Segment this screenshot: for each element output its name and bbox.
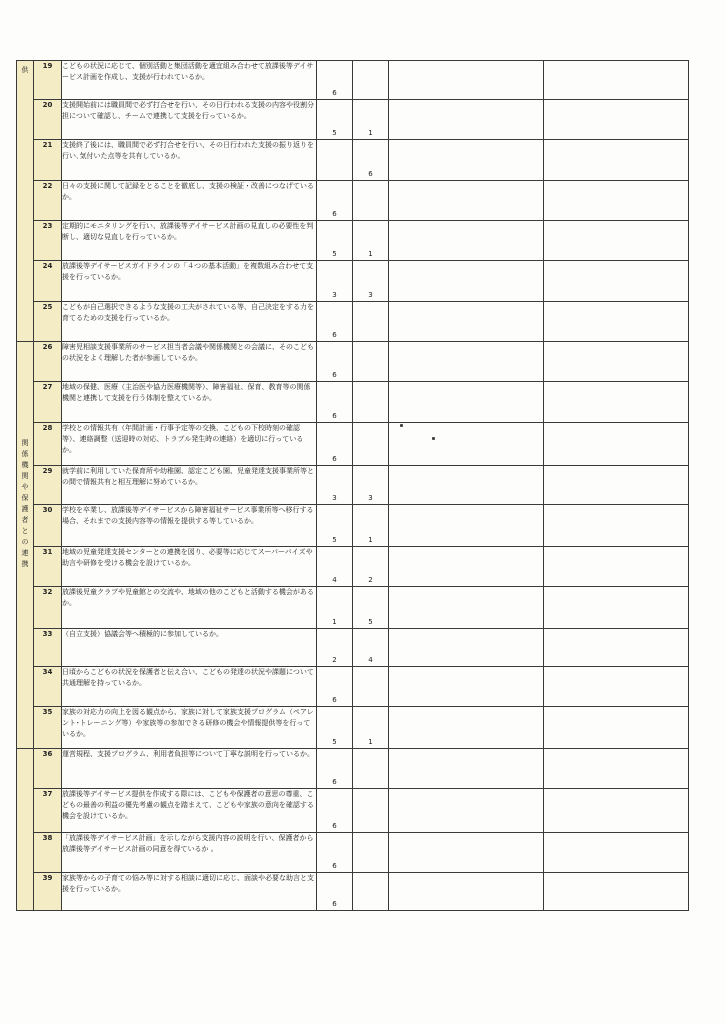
- answer-no-cell: [353, 181, 389, 221]
- table-row: [17, 61, 689, 100]
- answer-yes-count: 3: [332, 291, 337, 299]
- answer-yes-count: 2: [332, 656, 337, 664]
- answer-yes-cell: [317, 181, 353, 221]
- answer-no-cell: [353, 547, 389, 587]
- answer-yes-cell: [317, 707, 353, 749]
- improvement-cell: [544, 547, 689, 587]
- answer-yes-count: 5: [332, 129, 337, 137]
- answer-no-count: 4: [368, 656, 373, 664]
- improvement-cell: [544, 61, 689, 100]
- evaluation-table: [16, 60, 689, 911]
- answer-yes-cell: [317, 61, 353, 100]
- remarks-cell: [389, 833, 544, 873]
- answer-yes-count: 6: [332, 455, 337, 463]
- remarks-cell: [389, 749, 544, 789]
- answer-yes-count: 6: [332, 210, 337, 218]
- answer-no-cell: [353, 61, 389, 100]
- remarks-cell: [389, 505, 544, 547]
- table-row: [17, 342, 689, 382]
- table-row: [17, 466, 689, 505]
- improvement-cell: [544, 789, 689, 833]
- answer-yes-count: 1: [332, 618, 337, 626]
- scan-speck: [400, 424, 403, 427]
- table-row: [17, 629, 689, 667]
- question-text: 放課後児童クラブや児童館との交流や、地域の他のこどもと活動する機会があるか。: [62, 587, 317, 629]
- improvement-cell: [544, 382, 689, 423]
- question-text: 家族の対応力の向上を図る観点から、家族に対して家族支援プログラム（ペアレント･トレーニング等）や家族等の参加できる研修の機会や情報提供等を行っているか。: [62, 707, 317, 749]
- answer-yes-cell: [317, 382, 353, 423]
- answer-no-cell: [353, 302, 389, 342]
- remarks-cell: [389, 667, 544, 707]
- answer-yes-cell: [317, 505, 353, 547]
- category-cell-coordination: [17, 342, 34, 749]
- category-label-coordination: 関係機関や保護者との連携: [21, 439, 29, 568]
- answer-yes-count: 6: [332, 778, 337, 786]
- row-number: 22: [34, 181, 62, 221]
- answer-yes-cell: [317, 667, 353, 707]
- table-row: [17, 221, 689, 261]
- table-row: [17, 749, 689, 789]
- answer-no-count: 2: [368, 576, 373, 584]
- answer-no-count: 1: [368, 738, 373, 746]
- remarks-cell: [389, 342, 544, 382]
- improvement-cell: [544, 302, 689, 342]
- answer-no-count: 5: [368, 618, 373, 626]
- remarks-cell: [389, 707, 544, 749]
- table-row: [17, 100, 689, 140]
- table-row: [17, 382, 689, 423]
- category-label-support: 供: [21, 66, 29, 74]
- question-text: 地域の保健、医療（主治医や協力医療機関等）、障害福祉、保育、教育等の関係機関と連携して支援を行う体制を整えているか。: [62, 382, 317, 423]
- answer-yes-count: 5: [332, 738, 337, 746]
- question-text: 支援開始前には職員間で必ず打合せを行い、その日行われる支援の内容や役割分担について確認し、チームで連携して支援を行っているか。: [62, 100, 317, 140]
- row-number: 21: [34, 140, 62, 181]
- answer-no-cell: [353, 382, 389, 423]
- answer-no-cell: [353, 873, 389, 911]
- question-text: こどもが自己選択できるような支援の工夫がされている等、自己決定をする力を育てるための支援を行っているか。: [62, 302, 317, 342]
- answer-yes-cell: [317, 873, 353, 911]
- question-text: 家族等からの子育ての悩み等に対する相談に適切に応じ、面談や必要な助言と支援を行っているか。: [62, 873, 317, 911]
- improvement-cell: [544, 181, 689, 221]
- answer-yes-count: 5: [332, 250, 337, 258]
- row-number: 33: [34, 629, 62, 667]
- table-row: [17, 181, 689, 221]
- answer-yes-cell: [317, 100, 353, 140]
- answer-yes-count: 4: [332, 576, 337, 584]
- question-text: 障害児相談支援事業所のサービス担当者会議や関係機関との会議に、そのこどもの状況をよく理解した者が参画しているか。: [62, 342, 317, 382]
- answer-no-cell: [353, 423, 389, 466]
- table-row: [17, 789, 689, 833]
- answer-yes-count: 6: [332, 89, 337, 97]
- remarks-cell: [389, 221, 544, 261]
- answer-no-cell: [353, 749, 389, 789]
- question-text: 日頃からこどもの状況を保護者と伝え合い、こどもの発達の状況や課題について共通理解を持っているか。: [62, 667, 317, 707]
- remarks-cell: [389, 423, 544, 466]
- question-text: 地域の児童発達支援センターとの連携を図り、必要等に応じてスーパーバイズや助言や研修を受ける機会を設けているか。: [62, 547, 317, 587]
- improvement-cell: [544, 505, 689, 547]
- row-number: 30: [34, 505, 62, 547]
- question-text: 支援終了後には、職員間で必ず打合せを行い、その日行われた支援の振り返りを行い､気付いた点等を共有しているか。: [62, 140, 317, 181]
- question-text: 放課後等デイサービス提供を作成する際には、こどもや保護者の意思の尊重、こどもの最善の利益の優先考慮の観点を踏まえて、こどもや家族の意向を確認する機会を設けているか。: [62, 789, 317, 833]
- answer-no-count: 3: [368, 291, 373, 299]
- remarks-cell: [389, 547, 544, 587]
- table-row: [17, 833, 689, 873]
- row-number: 31: [34, 547, 62, 587]
- row-number: 34: [34, 667, 62, 707]
- answer-yes-count: 6: [332, 371, 337, 379]
- answer-yes-count: 6: [332, 900, 337, 908]
- question-text: 定期的にモニタリングを行い、放課後等デイサービス計画の見直しの必要性を判断し、適切な見直しを行っているか。: [62, 221, 317, 261]
- answer-yes-cell: [317, 833, 353, 873]
- question-text: （自立支援）協議会等へ積極的に参加しているか。: [62, 629, 317, 667]
- answer-no-count: 1: [368, 250, 373, 258]
- answer-yes-count: 6: [332, 696, 337, 704]
- question-text: 運営規程、支援プログラム、利用者負担等について丁寧な説明を行っているか。: [62, 749, 317, 789]
- improvement-cell: [544, 466, 689, 505]
- improvement-cell: [544, 629, 689, 667]
- remarks-cell: [389, 789, 544, 833]
- row-number: 26: [34, 342, 62, 382]
- remarks-cell: [389, 61, 544, 100]
- answer-no-cell: [353, 100, 389, 140]
- row-number: 29: [34, 466, 62, 505]
- table-row: [17, 707, 689, 749]
- remarks-cell: [389, 261, 544, 302]
- answer-yes-cell: [317, 221, 353, 261]
- answer-no-count: 6: [368, 170, 373, 178]
- remarks-cell: [389, 382, 544, 423]
- question-text: こどもの状況に応じて、個別活動と集団活動を適宜組み合わせて放課後等デイサービス計画を作成し、支援が行われているか。: [62, 61, 317, 100]
- row-number: 39: [34, 873, 62, 911]
- row-number: 19: [34, 61, 62, 100]
- improvement-cell: [544, 667, 689, 707]
- answer-yes-cell: [317, 302, 353, 342]
- improvement-cell: [544, 342, 689, 382]
- answer-yes-cell: [317, 466, 353, 505]
- answer-yes-cell: [317, 140, 353, 181]
- improvement-cell: [544, 587, 689, 629]
- improvement-cell: [544, 221, 689, 261]
- remarks-cell: [389, 302, 544, 342]
- answer-no-cell: [353, 629, 389, 667]
- remarks-cell: [389, 629, 544, 667]
- row-number: 28: [34, 423, 62, 466]
- remarks-cell: [389, 873, 544, 911]
- table-row: [17, 302, 689, 342]
- table-row: [17, 505, 689, 547]
- table-row: [17, 873, 689, 911]
- improvement-cell: [544, 833, 689, 873]
- question-text: 「放課後等デイサービス計画」を示しながら支援内容の説明を行い、保護者から放課後等デイサービス計画の同意を得ているか 。: [62, 833, 317, 873]
- table-row: [17, 140, 689, 181]
- category-cell-family: [17, 749, 34, 911]
- improvement-cell: [544, 261, 689, 302]
- remarks-cell: [389, 466, 544, 505]
- row-number: 20: [34, 100, 62, 140]
- table-row: [17, 261, 689, 302]
- answer-no-count: 3: [368, 494, 373, 502]
- improvement-cell: [544, 707, 689, 749]
- table-row: [17, 423, 689, 466]
- answer-yes-cell: [317, 749, 353, 789]
- question-text: 学校を卒業し、放課後等デイサービスから障害福祉サービス事業所等へ移行する場合、それまでの支援内容等の情報を提供する等しているか。: [62, 505, 317, 547]
- answer-yes-count: 6: [332, 412, 337, 420]
- row-number: 24: [34, 261, 62, 302]
- improvement-cell: [544, 749, 689, 789]
- scan-speck: [432, 437, 435, 440]
- row-number: 38: [34, 833, 62, 873]
- row-number: 25: [34, 302, 62, 342]
- answer-yes-count: 5: [332, 536, 337, 544]
- improvement-cell: [544, 423, 689, 466]
- answer-yes-cell: [317, 261, 353, 302]
- remarks-cell: [389, 100, 544, 140]
- answer-no-cell: [353, 342, 389, 382]
- answer-no-count: 1: [368, 129, 373, 137]
- improvement-cell: [544, 873, 689, 911]
- remarks-cell: [389, 587, 544, 629]
- answer-yes-count: 6: [332, 331, 337, 339]
- table-row: [17, 587, 689, 629]
- table-row: [17, 547, 689, 587]
- answer-no-cell: [353, 140, 389, 181]
- answer-no-cell: [353, 707, 389, 749]
- answer-no-cell: [353, 587, 389, 629]
- row-number: 32: [34, 587, 62, 629]
- answer-yes-count: 6: [332, 862, 337, 870]
- answer-no-cell: [353, 466, 389, 505]
- question-text: 就学前に利用していた保育所や幼稚園、認定こども園、児童発達支援事業所等との間で情報共有と相互理解に努めているか。: [62, 466, 317, 505]
- row-number: 35: [34, 707, 62, 749]
- answer-yes-cell: [317, 587, 353, 629]
- answer-no-cell: [353, 667, 389, 707]
- answer-no-cell: [353, 221, 389, 261]
- answer-yes-cell: [317, 629, 353, 667]
- row-number: 36: [34, 749, 62, 789]
- row-number: 37: [34, 789, 62, 833]
- answer-no-cell: [353, 833, 389, 873]
- answer-no-cell: [353, 261, 389, 302]
- answer-no-cell: [353, 505, 389, 547]
- table-row: [17, 667, 689, 707]
- row-number: 27: [34, 382, 62, 423]
- remarks-cell: [389, 181, 544, 221]
- category-cell-support: [17, 61, 34, 342]
- improvement-cell: [544, 100, 689, 140]
- row-number: 23: [34, 221, 62, 261]
- answer-yes-count: 6: [332, 822, 337, 830]
- remarks-cell: [389, 140, 544, 181]
- answer-yes-cell: [317, 342, 353, 382]
- question-text: 日々の支援に関して記録をとることを徹底し、支援の検証・改善につなげているか。: [62, 181, 317, 221]
- answer-no-cell: [353, 789, 389, 833]
- question-text: 学校との情報共有（年間計画・行事予定等の交換、こどもの下校時刻の確認等）、連絡調整（送迎時の対応、トラブル発生時の連絡）を適切に行っているか。: [62, 423, 317, 466]
- answer-yes-cell: [317, 423, 353, 466]
- question-text: 放課後等デイサービスガイドラインの「４つの基本活動」を複数組み合わせて支援を行っているか。: [62, 261, 317, 302]
- improvement-cell: [544, 140, 689, 181]
- answer-yes-count: 3: [332, 494, 337, 502]
- answer-yes-cell: [317, 547, 353, 587]
- answer-no-count: 1: [368, 536, 373, 544]
- answer-yes-cell: [317, 789, 353, 833]
